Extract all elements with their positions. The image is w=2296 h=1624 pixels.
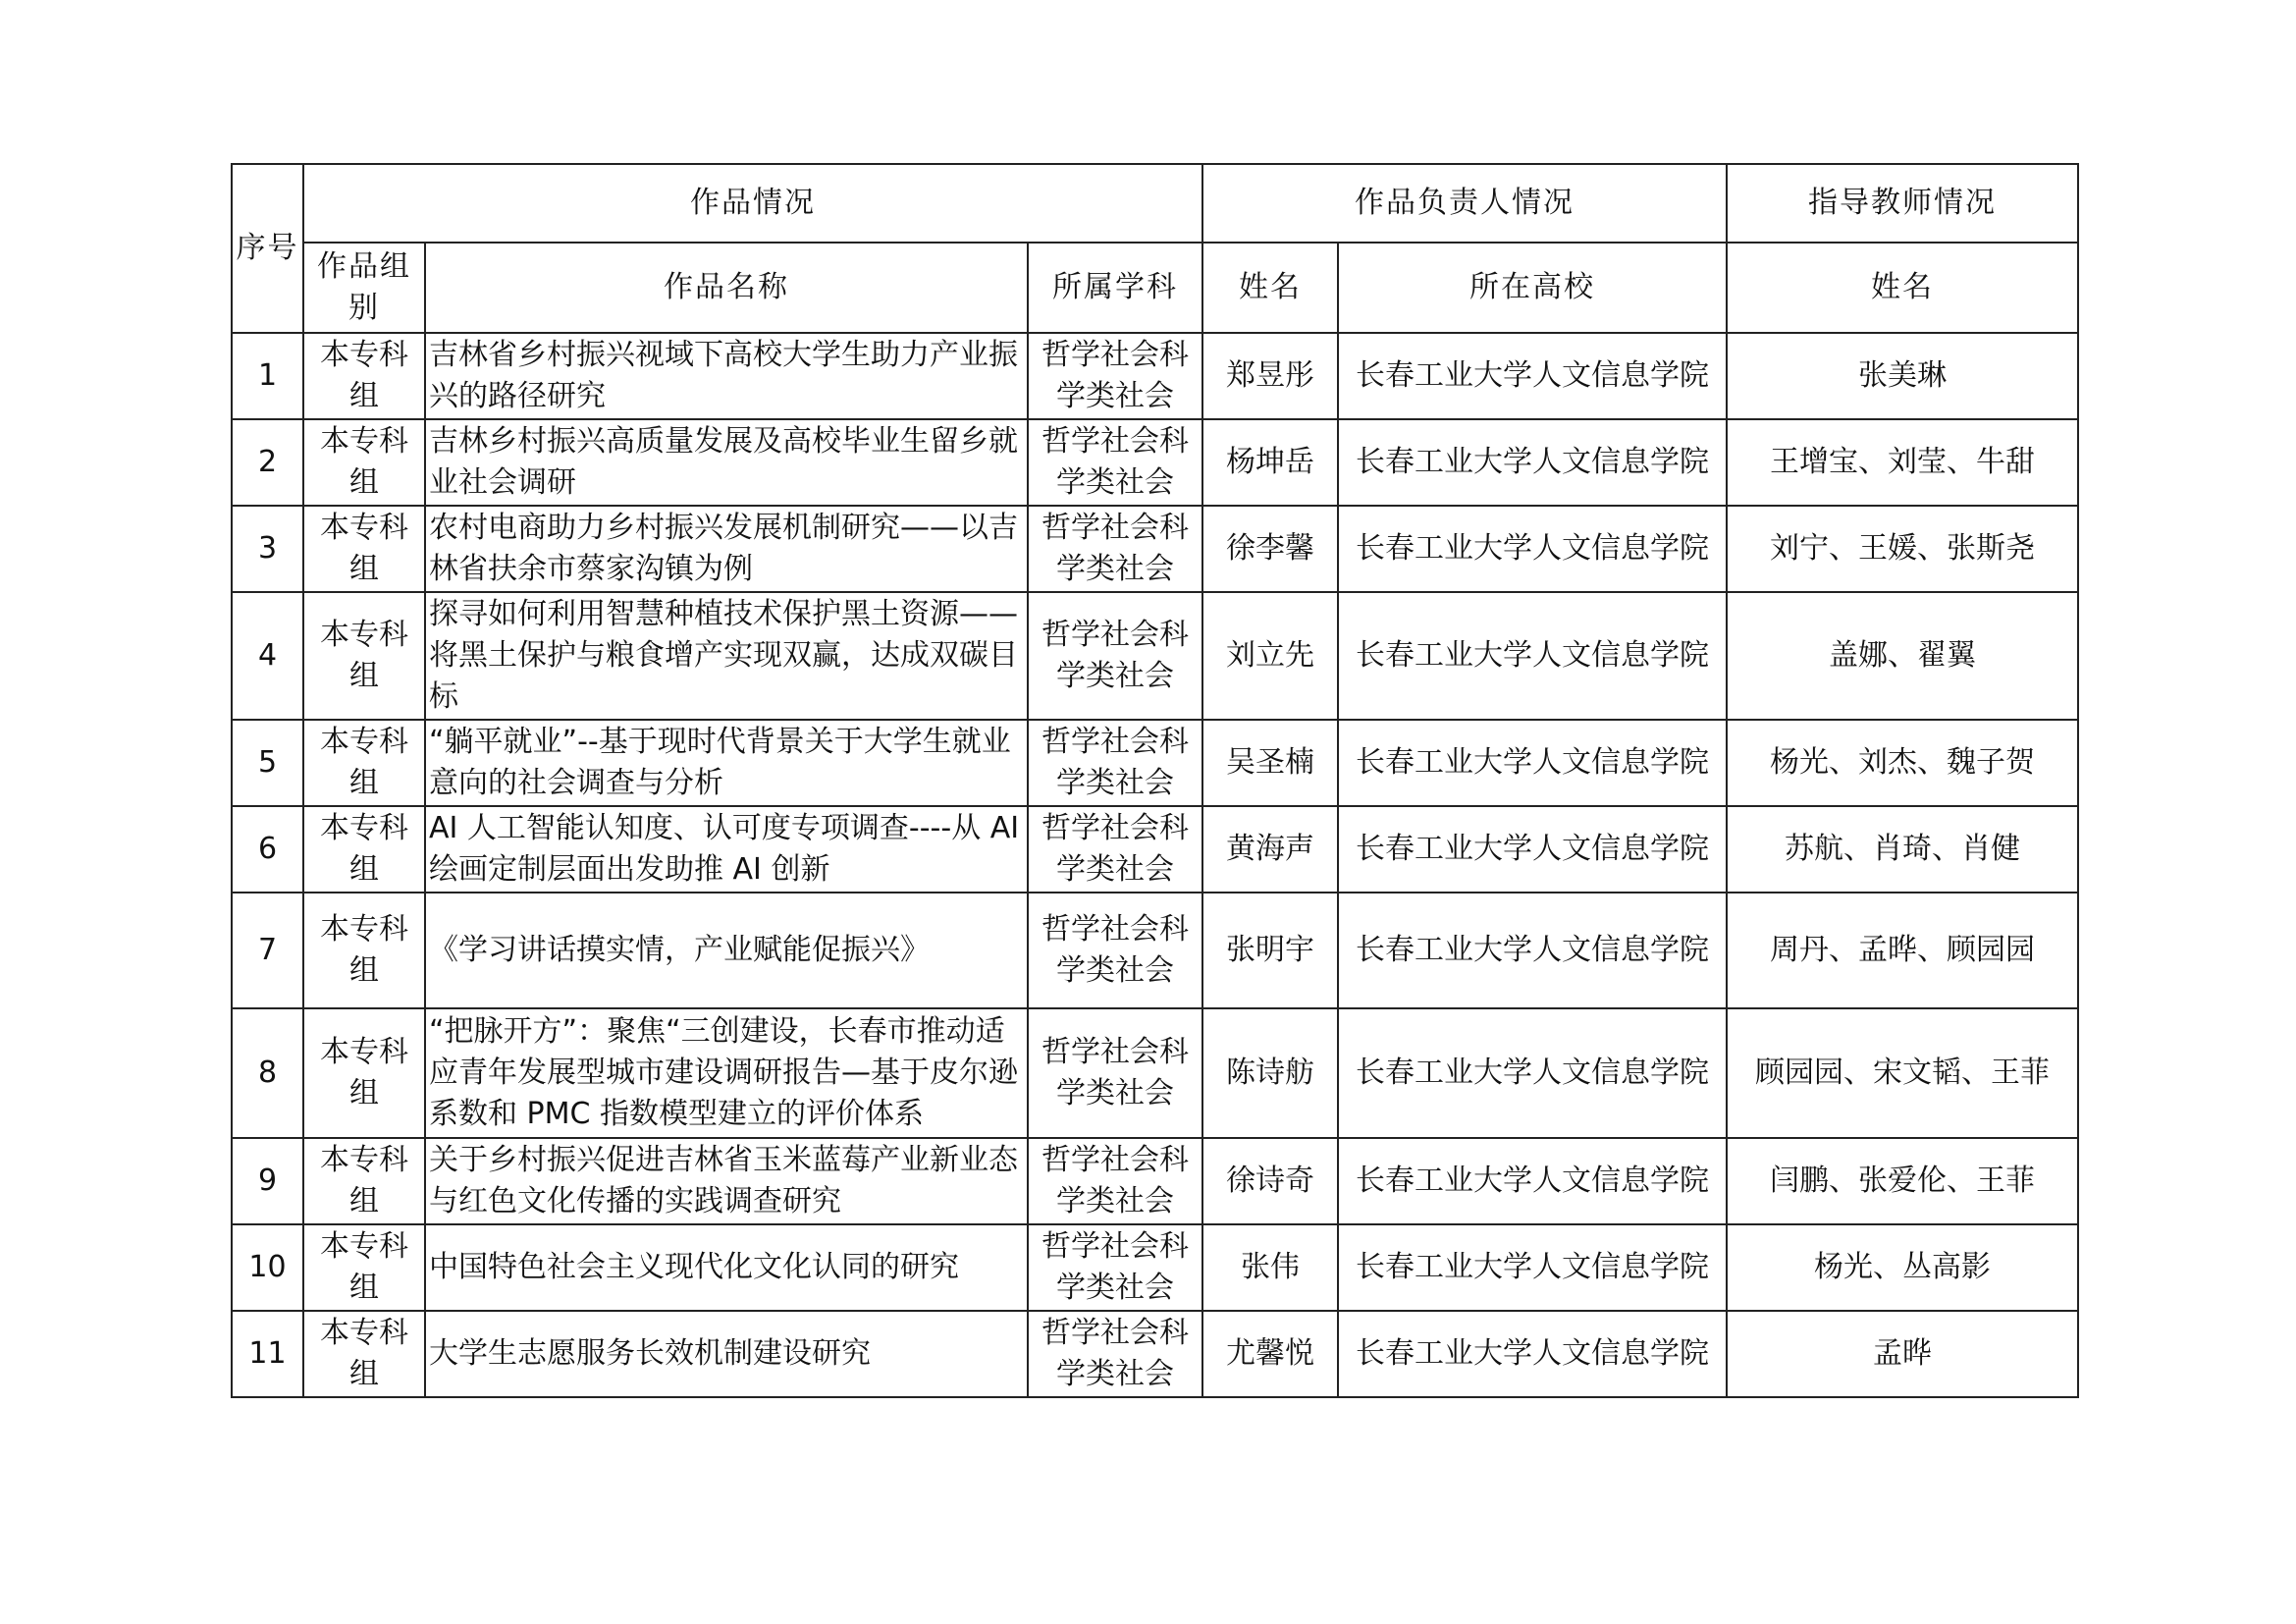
cell-leader: 刘立先 <box>1202 592 1338 720</box>
header-leader-info: 作品负责人情况 <box>1202 164 1727 243</box>
header-teacher-name: 姓名 <box>1727 243 2078 333</box>
cell-title: 探寻如何利用智慧种植技术保护黑土资源——将黑土保护与粮食增产实现双赢，达成双碳目标 <box>425 592 1028 720</box>
cell-teachers: 刘宁、王媛、张斯尧 <box>1727 506 2078 592</box>
cell-group: 本专科组 <box>303 419 425 506</box>
cell-title: “把脉开方”：聚焦“三创建设，长春市推动适应青年发展型城市建设调研报告—基于皮尔逊系数和 PMC 指数模型建立的评价体系 <box>425 1008 1028 1138</box>
table-row <box>232 333 2078 419</box>
cell-group: 本专科组 <box>303 592 425 720</box>
cell-school: 长春工业大学人文信息学院 <box>1338 506 1727 592</box>
cell-school: 长春工业大学人文信息学院 <box>1338 1224 1727 1311</box>
cell-leader: 尤馨悦 <box>1202 1311 1338 1397</box>
cell-school: 长春工业大学人文信息学院 <box>1338 1008 1727 1138</box>
cell-title: 中国特色社会主义现代化文化认同的研究 <box>425 1224 1028 1311</box>
cell-school: 长春工业大学人文信息学院 <box>1338 806 1727 893</box>
cell-teachers: 盖娜、翟翼 <box>1727 592 2078 720</box>
cell-title: 农村电商助力乡村振兴发展机制研究——以吉林省扶余市蔡家沟镇为例 <box>425 506 1028 592</box>
cell-group: 本专科组 <box>303 1224 425 1311</box>
cell-teachers: 苏航、肖琦、肖健 <box>1727 806 2078 893</box>
cell-no: 9 <box>232 1138 303 1224</box>
cell-title: AI 人工智能认知度、认可度专项调查----从 AI 绘画定制层面出发助推 AI 创新 <box>425 806 1028 893</box>
cell-no: 2 <box>232 419 303 506</box>
cell-teachers: 周丹、孟晔、顾园园 <box>1727 893 2078 1008</box>
table-row <box>232 806 2078 893</box>
table-row <box>232 893 2078 1008</box>
cell-teachers: 杨光、丛高影 <box>1727 1224 2078 1311</box>
cell-school: 长春工业大学人文信息学院 <box>1338 1311 1727 1397</box>
cell-leader: 黄海声 <box>1202 806 1338 893</box>
cell-school: 长春工业大学人文信息学院 <box>1338 333 1727 419</box>
cell-school: 长春工业大学人文信息学院 <box>1338 1138 1727 1224</box>
cell-leader: 徐诗奇 <box>1202 1138 1338 1224</box>
header-title: 作品名称 <box>425 243 1028 333</box>
table-row <box>232 1138 2078 1224</box>
award-table <box>231 163 2079 1398</box>
cell-discipline: 哲学社会科学类社会 <box>1028 1311 1202 1397</box>
header-row-sub <box>232 243 2078 333</box>
cell-no: 6 <box>232 806 303 893</box>
table-row <box>232 1224 2078 1311</box>
cell-no: 8 <box>232 1008 303 1138</box>
cell-teachers: 顾园园、宋文韬、王菲 <box>1727 1008 2078 1138</box>
cell-discipline: 哲学社会科学类社会 <box>1028 333 1202 419</box>
cell-no: 10 <box>232 1224 303 1311</box>
header-row-top <box>232 164 2078 243</box>
table-row <box>232 720 2078 806</box>
header-group: 作品组别 <box>303 243 425 333</box>
cell-discipline: 哲学社会科学类社会 <box>1028 506 1202 592</box>
cell-no: 4 <box>232 592 303 720</box>
cell-discipline: 哲学社会科学类社会 <box>1028 592 1202 720</box>
header-school: 所在高校 <box>1338 243 1727 333</box>
cell-group: 本专科组 <box>303 1311 425 1397</box>
cell-leader: 张伟 <box>1202 1224 1338 1311</box>
cell-no: 7 <box>232 893 303 1008</box>
header-seq: 序号 <box>232 164 303 333</box>
header-work-info: 作品情况 <box>303 164 1202 243</box>
cell-leader: 陈诗舫 <box>1202 1008 1338 1138</box>
table-row <box>232 1311 2078 1397</box>
cell-title: 吉林乡村振兴高质量发展及高校毕业生留乡就业社会调研 <box>425 419 1028 506</box>
cell-group: 本专科组 <box>303 806 425 893</box>
cell-teachers: 闫鹏、张爱伦、王菲 <box>1727 1138 2078 1224</box>
cell-title: 大学生志愿服务长效机制建设研究 <box>425 1311 1028 1397</box>
cell-title: 吉林省乡村振兴视域下高校大学生助力产业振兴的路径研究 <box>425 333 1028 419</box>
table-row <box>232 506 2078 592</box>
cell-no: 1 <box>232 333 303 419</box>
cell-title: “躺平就业”--基于现时代背景关于大学生就业意向的社会调查与分析 <box>425 720 1028 806</box>
cell-teachers: 孟晔 <box>1727 1311 2078 1397</box>
cell-teachers: 王增宝、刘莹、牛甜 <box>1727 419 2078 506</box>
cell-title: 关于乡村振兴促进吉林省玉米蓝莓产业新业态与红色文化传播的实践调查研究 <box>425 1138 1028 1224</box>
cell-discipline: 哲学社会科学类社会 <box>1028 1008 1202 1138</box>
cell-group: 本专科组 <box>303 720 425 806</box>
cell-school: 长春工业大学人文信息学院 <box>1338 893 1727 1008</box>
cell-group: 本专科组 <box>303 893 425 1008</box>
cell-no: 5 <box>232 720 303 806</box>
table-row <box>232 1008 2078 1138</box>
table-row <box>232 419 2078 506</box>
cell-school: 长春工业大学人文信息学院 <box>1338 419 1727 506</box>
cell-group: 本专科组 <box>303 1008 425 1138</box>
cell-group: 本专科组 <box>303 1138 425 1224</box>
table-row <box>232 592 2078 720</box>
cell-leader: 吴圣楠 <box>1202 720 1338 806</box>
cell-leader: 郑昱彤 <box>1202 333 1338 419</box>
cell-discipline: 哲学社会科学类社会 <box>1028 720 1202 806</box>
header-discipline: 所属学科 <box>1028 243 1202 333</box>
cell-discipline: 哲学社会科学类社会 <box>1028 893 1202 1008</box>
cell-discipline: 哲学社会科学类社会 <box>1028 419 1202 506</box>
cell-group: 本专科组 <box>303 333 425 419</box>
cell-leader: 徐李馨 <box>1202 506 1338 592</box>
header-leader-name: 姓名 <box>1202 243 1338 333</box>
cell-group: 本专科组 <box>303 506 425 592</box>
cell-teachers: 张美琳 <box>1727 333 2078 419</box>
cell-leader: 张明宇 <box>1202 893 1338 1008</box>
cell-teachers: 杨光、刘杰、魏子贺 <box>1727 720 2078 806</box>
cell-leader: 杨坤岳 <box>1202 419 1338 506</box>
cell-discipline: 哲学社会科学类社会 <box>1028 806 1202 893</box>
cell-school: 长春工业大学人文信息学院 <box>1338 720 1727 806</box>
cell-school: 长春工业大学人文信息学院 <box>1338 592 1727 720</box>
cell-discipline: 哲学社会科学类社会 <box>1028 1224 1202 1311</box>
cell-discipline: 哲学社会科学类社会 <box>1028 1138 1202 1224</box>
header-teacher-info: 指导教师情况 <box>1727 164 2078 243</box>
cell-no: 11 <box>232 1311 303 1397</box>
cell-no: 3 <box>232 506 303 592</box>
cell-title: 《学习讲话摸实情，产业赋能促振兴》 <box>425 893 1028 1008</box>
